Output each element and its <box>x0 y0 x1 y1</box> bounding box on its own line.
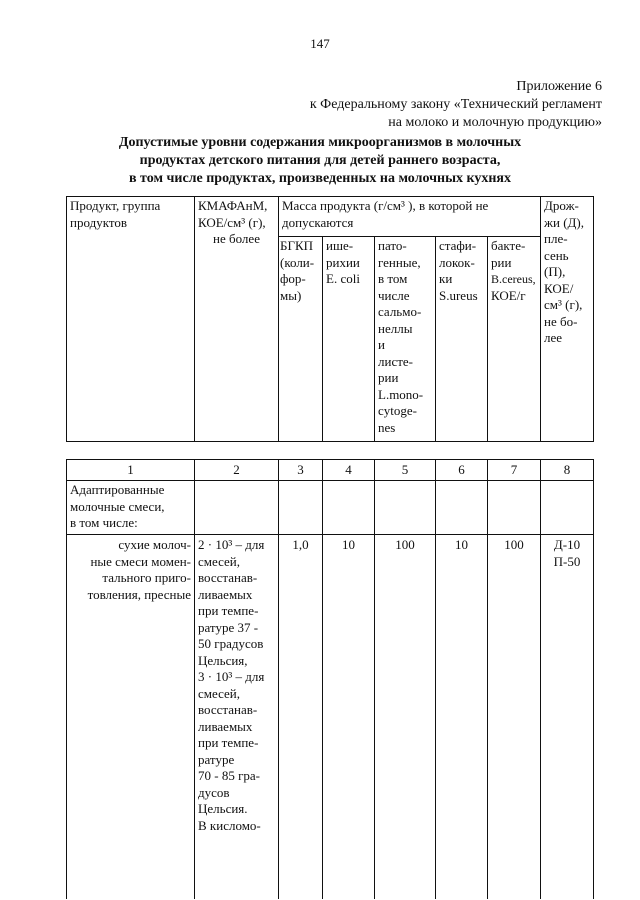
cell-text: тального приго- <box>102 570 191 585</box>
page-number: 147 <box>310 36 330 51</box>
empty-cell <box>436 481 488 535</box>
header-text: сальмо- <box>378 304 422 319</box>
header-text: БГКП <box>280 238 314 253</box>
cell-text: при темпе- <box>198 735 259 750</box>
header-text: L.mono- <box>378 386 424 402</box>
header-text: рихии <box>326 254 360 270</box>
header-text: nes <box>378 419 396 435</box>
cell-text: Цельсия, <box>198 652 248 668</box>
appendix-line: на молоко и молочную продукцию» <box>388 115 602 130</box>
header-mass <box>279 197 541 237</box>
column-number: 8 <box>541 460 594 481</box>
column-number: 5 <box>375 460 436 481</box>
cell-text: В кисломо- <box>198 817 261 833</box>
header-text: пле- <box>544 231 568 246</box>
empty-cell <box>488 481 541 535</box>
header-text: ки <box>439 271 453 286</box>
appendix-note <box>310 78 602 132</box>
yeast-mold-value-cell <box>541 535 594 900</box>
header-staphylococci <box>436 237 488 442</box>
header-text: (П), <box>544 264 566 279</box>
header-text: стафи- <box>439 238 477 253</box>
header-text: жи (Д), <box>544 214 584 230</box>
header-text: КОЕ/г <box>491 287 526 303</box>
header-text: B.cereus, <box>491 272 536 286</box>
header-text: см³ (г), <box>544 297 583 312</box>
header-text: фор- <box>280 271 306 286</box>
empty-cell <box>323 481 375 535</box>
bgkp-value-cell: 1,0 <box>279 535 323 900</box>
kmafanm-value-cell <box>195 535 279 900</box>
document-title <box>0 134 640 188</box>
header-text: мы) <box>280 287 302 303</box>
column-number: 4 <box>323 460 375 481</box>
empty-cell <box>375 481 436 535</box>
header-text: не более <box>213 231 260 246</box>
cell-text: 2 · 10³ – для <box>198 537 265 552</box>
bcereus-value-cell: 100 <box>488 535 541 900</box>
group-name-cell <box>67 481 195 535</box>
cell-text: ливаемых <box>198 718 253 734</box>
header-text: локок- <box>439 254 475 270</box>
header-text: КОЕ/ <box>544 280 574 296</box>
empty-cell <box>541 481 594 535</box>
column-number: 6 <box>436 460 488 481</box>
header-text: E. coli <box>326 271 360 286</box>
pathogenic-value-cell: 100 <box>375 535 436 900</box>
empty-cell <box>195 481 279 535</box>
header-text: допускаются <box>282 214 354 230</box>
cell-text: дусов <box>198 784 230 800</box>
cell-text: товления, пресные <box>87 586 191 602</box>
product-name-cell <box>67 535 195 900</box>
header-text: КМАФАнМ, <box>198 198 268 213</box>
column-number: 7 <box>488 460 541 481</box>
data-table <box>66 459 594 899</box>
column-number: 2 <box>195 460 279 481</box>
header-text: сень <box>544 247 569 263</box>
title-line: в том числе продуктах, произведенных на молочных кухнях <box>128 171 512 186</box>
header-kmafanm <box>195 197 279 442</box>
table-row <box>67 535 594 900</box>
header-bgkp <box>279 237 323 442</box>
cell-text: ратуре <box>198 751 235 767</box>
header-text: листе- <box>378 353 413 369</box>
header-text: не бо- <box>544 313 578 329</box>
header-text: и <box>378 337 385 352</box>
cell-text: сухие молоч- <box>118 537 191 552</box>
header-text: рии <box>378 370 399 385</box>
title-line: продуктах детского питания для детей раннего возраста, <box>139 153 501 168</box>
cell-text: в том числе: <box>70 515 138 530</box>
cell-text: молочные смеси, <box>70 498 165 514</box>
header-text: пато- <box>378 238 407 253</box>
header-text: бакте- <box>491 238 526 253</box>
header-text: (коли- <box>280 254 315 270</box>
header-text: лее <box>544 330 563 345</box>
cell-text: смесей, <box>198 685 240 701</box>
title-line: Допустимые уровни содержания микроорганизмов в молочных <box>118 135 522 150</box>
header-text: числе <box>378 287 410 303</box>
cell-text: Адаптированные <box>70 482 165 497</box>
header-text: cytoge- <box>378 403 417 418</box>
appendix-line: к Федеральному закону «Технический регламент <box>309 97 602 112</box>
cell-text: П-50 <box>553 553 581 569</box>
cell-text: Д-10 <box>553 537 581 552</box>
header-text: КОЕ/см³ (г), <box>198 214 266 230</box>
header-text: в том <box>378 271 408 286</box>
cell-text: ратуре 37 - <box>198 619 259 635</box>
cell-text: смесей, <box>198 553 240 569</box>
header-yeast-mold <box>541 197 594 442</box>
column-number-row <box>67 460 594 481</box>
header-ecoli <box>323 237 375 442</box>
cell-text: 3 · 10³ – для <box>198 669 265 684</box>
header-text: рии <box>491 254 512 270</box>
header-text: S.ureus <box>439 287 478 303</box>
cell-text: восстанав- <box>198 570 258 585</box>
column-number: 1 <box>67 460 195 481</box>
header-bcereus <box>488 237 541 442</box>
header-text: ише- <box>326 238 354 253</box>
empty-cell <box>279 481 323 535</box>
cell-text: восстанав- <box>198 702 258 717</box>
ecoli-value-cell: 10 <box>323 535 375 900</box>
header-text: Дрож- <box>544 198 579 213</box>
header-text: Масса продукта (г/см³ ), в которой не <box>282 198 489 213</box>
staph-value-cell: 10 <box>436 535 488 900</box>
column-number: 3 <box>279 460 323 481</box>
table-row <box>67 481 594 535</box>
header-text: генные, <box>378 254 421 270</box>
cell-text: ливаемых <box>198 586 253 602</box>
cell-text: 70 - 85 гра- <box>198 768 261 783</box>
cell-text: 50 градусов <box>198 636 264 651</box>
header-pathogenic <box>375 237 436 442</box>
cell-text: Цельсия. <box>198 801 248 816</box>
header-table <box>66 196 594 442</box>
cell-text: при темпе- <box>198 603 259 618</box>
header-text: Продукт, группа <box>70 198 161 213</box>
header-product <box>67 197 195 442</box>
header-text: продуктов <box>70 214 127 230</box>
appendix-line: Приложение 6 <box>516 79 602 94</box>
header-text: неллы <box>378 320 413 336</box>
cell-text: ные смеси момен- <box>90 553 191 569</box>
